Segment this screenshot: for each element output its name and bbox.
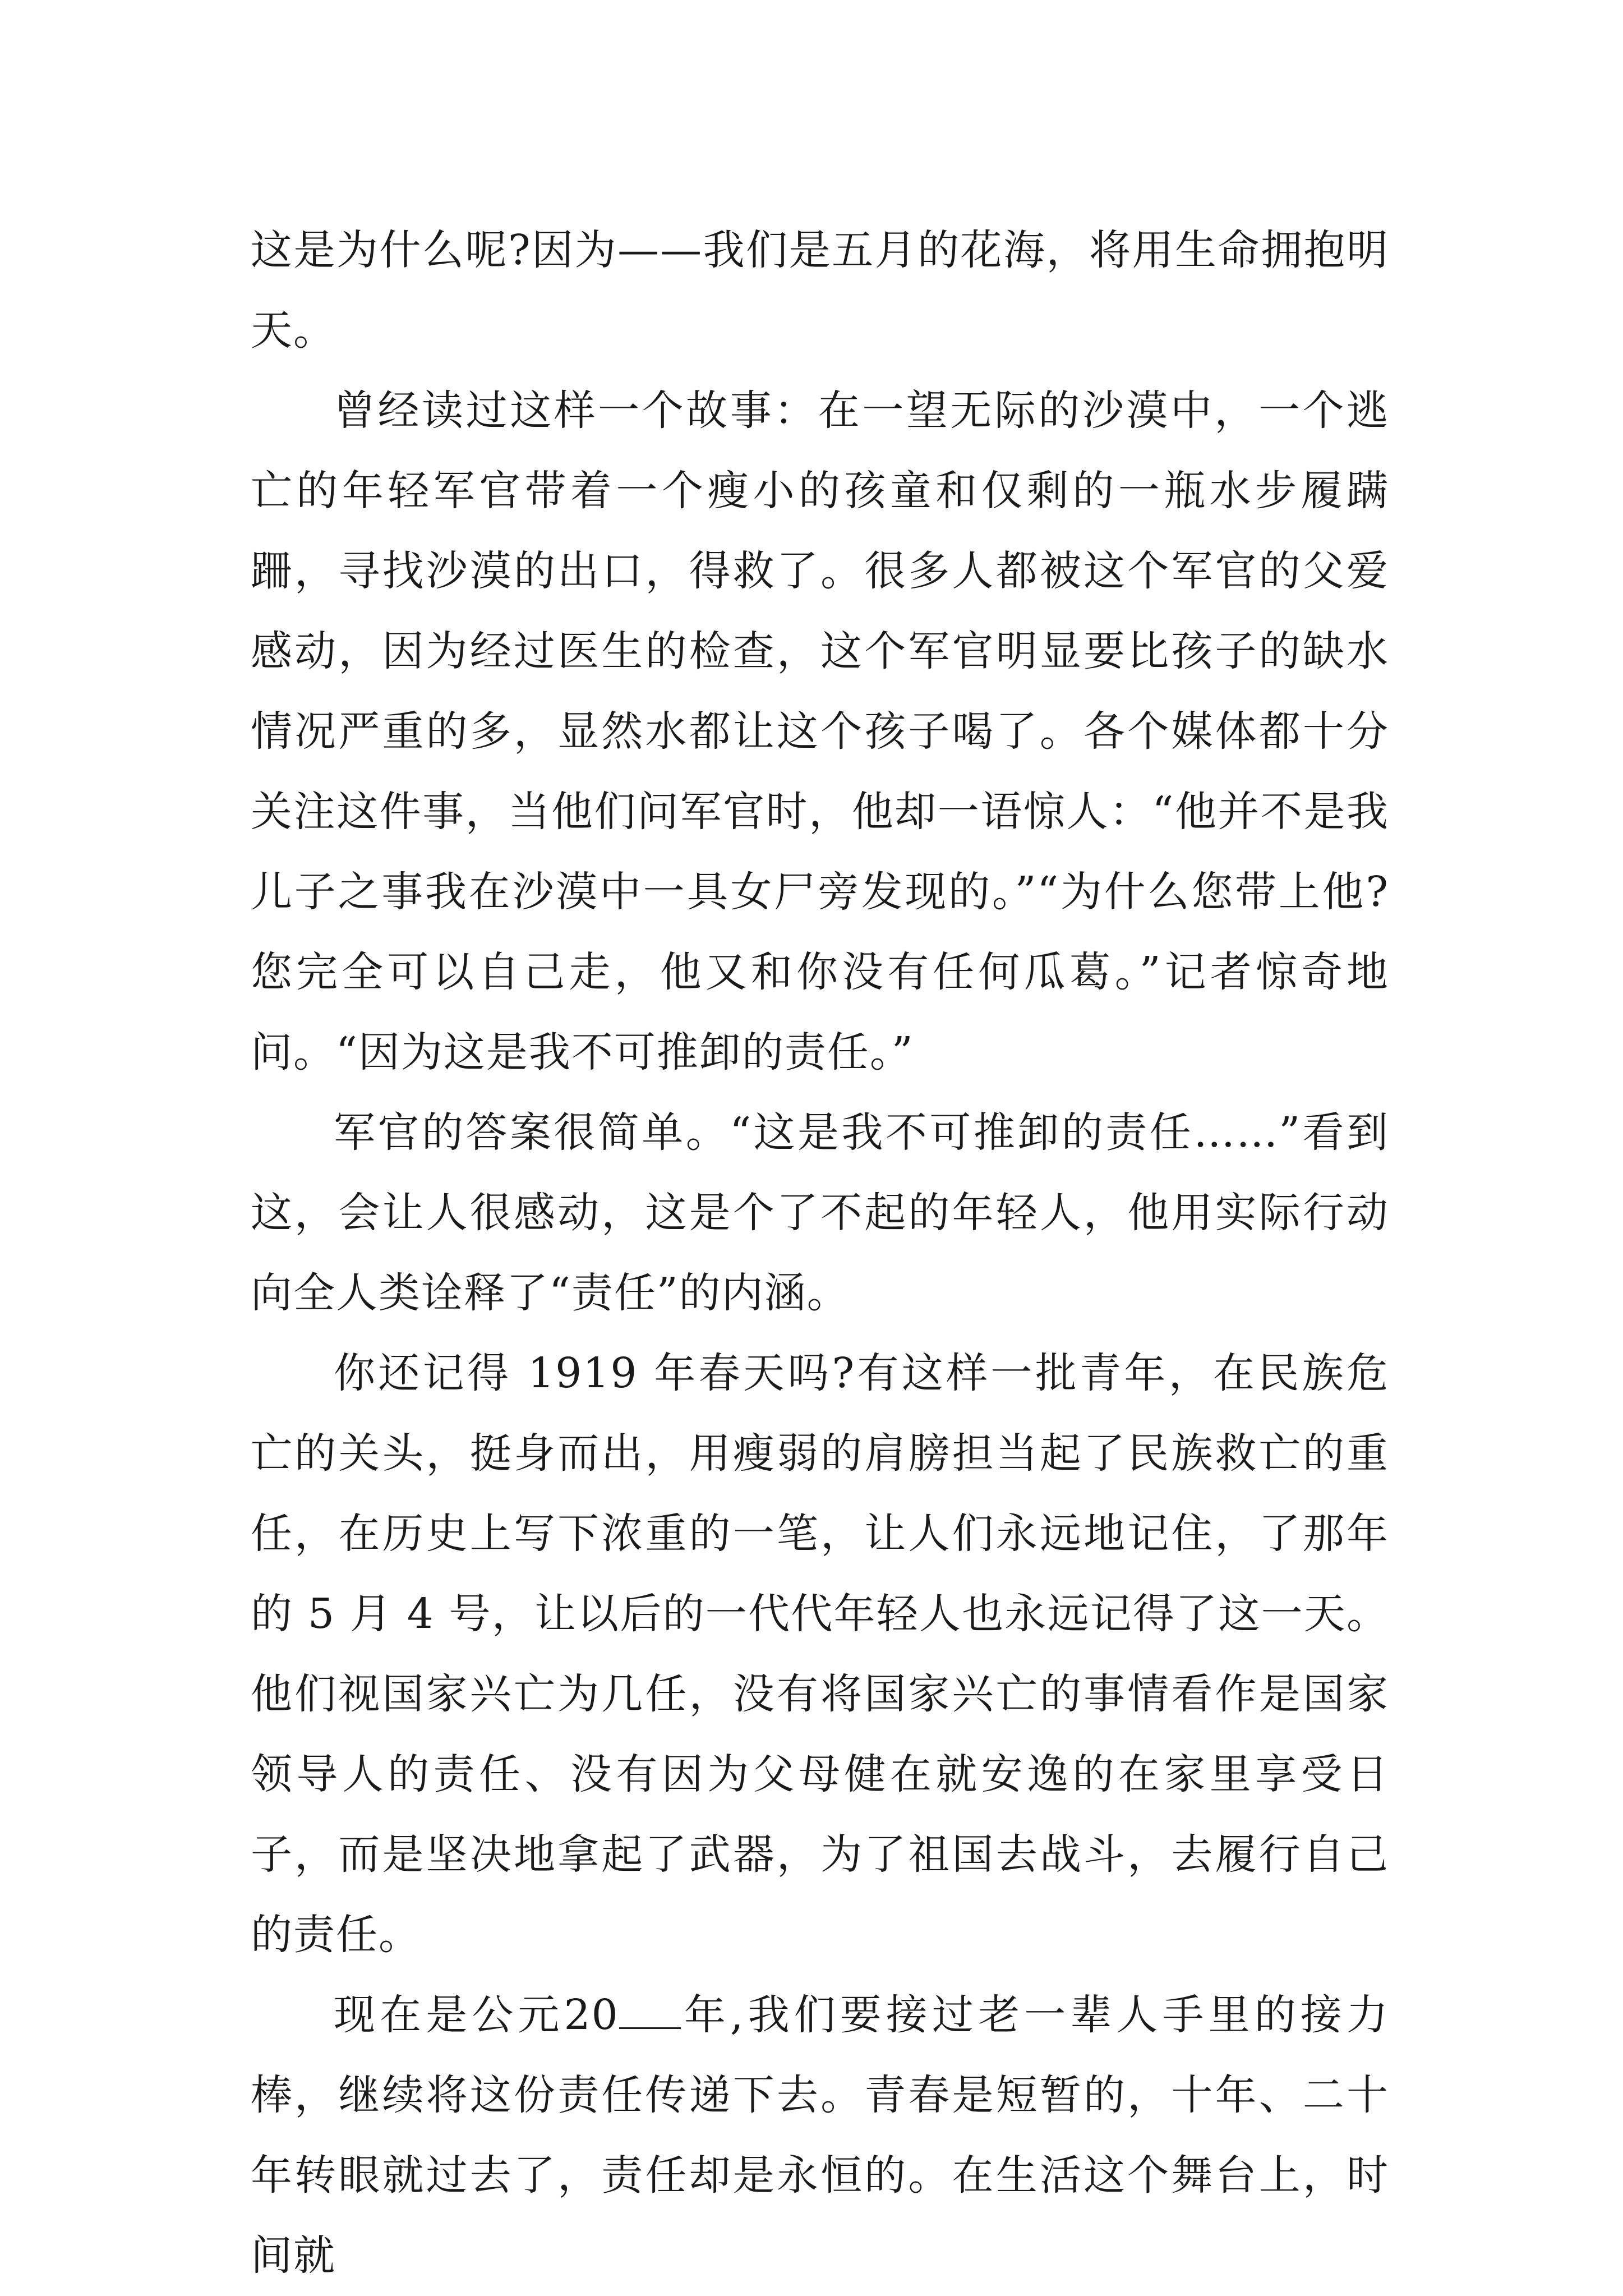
document-body	[251, 210, 1389, 2296]
paragraph-1: 这是为什么呢?因为——我们是五月的花海，将用生命拥抱明天。	[251, 226, 1389, 355]
paragraph-2: 曾经读过这样一个故事：在一望无际的沙漠中，一个逃亡的年轻军官带着一个瘦小的孩童和仅剩的一瓶水步履蹒跚，寻找沙漠的出口，得救了。很多人都被这个军官的父爱感动，因为经过医生的检查，这个军官明显要比孩子的缺水情况严重的多，显然水都让这个孩子喝了。各个媒体都十分关注这件事，当他们问军官时，他却一语惊人：“他并不是我儿子之事我在沙漠中一具女尸旁发现的。”“为什么您带上他?您完全可以自己走，他又和你没有任何瓜葛。”记者惊奇地问。“因为这是我不可推卸的责任。”	[251, 386, 1389, 1076]
paragraph-5-end: 年,我们要接过老一辈人手里的接力棒，继续将这份责任传递下去。青春是短暂的，十年、二十年转眼就过去了，责任却是永恒的。在生活这个舞台上，时间就	[251, 1991, 1389, 2280]
paragraph-5	[251, 1975, 1389, 2296]
paragraph-5-start: 现在是公元20	[334, 1991, 619, 2039]
year-blank-underline	[619, 1994, 681, 2029]
paragraph-4: 你还记得 1919 年春天吗?有这样一批青年，在民族危亡的关头，挺身而出，用瘦弱的肩膀担当起了民族救亡的重任，在历史上写下浓重的一笔，让人们永远地记住，了那年的 5 月 4 号，让以后的一代代年轻人也永远记得了这一天。他们视国家兴亡为几任，没有将国家兴亡的事情看作是国家领导人的责任、没有因为父母健在就安逸的在家里享受日子，而是坚决地拿起了武器，为了祖国去战斗，去履行自己的责任。	[251, 1349, 1389, 1959]
paragraph-3: 军官的答案很简单。“这是我不可推卸的责任……”看到这，会让人很感动，这是个了不起的年轻人，他用实际行动向全人类诠释了“责任”的内涵。	[251, 1108, 1389, 1317]
